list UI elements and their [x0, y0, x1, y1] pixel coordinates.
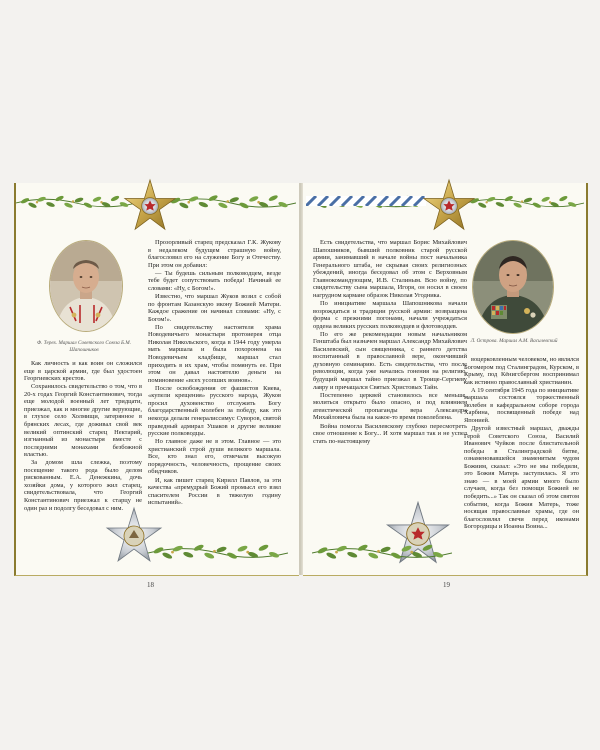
paragraph: А 19 сентября 1945 года по инициативе маршала состоялся торжественный молебен в кафедральном соборе города Харбина, посвященный победе над Японией. [464, 386, 579, 424]
paragraph: Прозорливый старец предсказал Г.К. Жукову в недалеком будущем страшную войну, благословил его на служение Богу и Отечеству. При этом он добавил: [148, 239, 281, 269]
laurel-garland-right-b [466, 190, 584, 216]
page-number-left: 18 [147, 581, 154, 589]
text-column-right-1 [313, 239, 467, 446]
order-of-victory-star-icon [122, 178, 178, 234]
ribbon-decoration [306, 196, 426, 206]
portrait-marshal-shaposhnikov [49, 240, 123, 332]
paragraph: И, как пишет старец Кирилл Павлов, за эти качества «премудрый Божий промысл его взял спасителем России в тяжелую годину испытаний». [148, 476, 281, 507]
text-column-left-2 [148, 239, 281, 507]
paragraph: После освобождения от фашистов Киева, «купели крещения» русского народа, Жуков просил духовенство отслужить Богу благодарственный молебен за победу, как это некогда делали генералиссимус Суворов, святой праведный адмирал Ушаков и другие великие русские полководцы. [148, 384, 281, 438]
text-column-left-1 [24, 360, 142, 513]
paragraph: По инициативе маршала Шапошникова начали возрождаться и традиции русской армии: возвращена форма с прежними погонами, начали учреждаться ордена великих русских полководцев и флотоводцев. [313, 299, 467, 330]
paragraph: За домом шла слежка, поэтому посещение такого рода было делом рискованным. Е.А. Денежкина, дочь хозяйки дома, у которого жил старец, свидетельствовала, что Георгий Константинович приезжал к старцу не один раз и подолгу беседовал с ним. [24, 459, 142, 512]
laurel-garland-left-bottom [148, 540, 288, 566]
paragraph: Но главное даже не в этом. Главное — это христианский строй души великого маршала. Все, кто знал его, отмечали высокую порядочность, человечность, прощение своих обидчиков. [148, 438, 281, 476]
page-number-right: 19 [443, 581, 450, 589]
paragraph: Как личность и как воин он сложился еще в царской армии, где был удостоен Георгиевских крестов. [24, 360, 142, 383]
laurel-garland-left-a [16, 190, 136, 216]
portrait-caption-left: Ф. Терех. Маршал Советского Союза Б.М. Шапошников [37, 340, 131, 353]
paragraph: воцерковленным человеком, но являлся Богомером под Сталинградом, Курском, в Крыму, под Кёнигсбергом воспринимал как истинно православный христианин. [464, 356, 579, 386]
portrait-caption-right: Л. Островa. Маршал А.М. Василевский [470, 338, 558, 344]
paragraph: По его же рекомендации новым начальником Генштаба был назначен маршал Александр Михайлович Василевский, сын священника, с раннего детства воспитанный в православной вере, окончивший духовную семинарию. Есть свидетельства, что после революции, когда уже начались гонения на религию, будущий маршал тайно приезжал в Троице-Сергиеву лавру и причащался Святых Христовых Тайн. [313, 330, 467, 391]
paragraph: Постепенно церквей становилось все меньше, молиться открыто было опасно, и под влиянием атеистической пропаганды вера Александра Михайловича была на какое-то время поколеблена. [313, 391, 467, 422]
paragraph: Есть свидетельства, что маршал Борис Михайлович Шапошников, бывший полковник старой русской армии, занимавший в начале войны пост начальника Генерального штаба, не скрывая своих религиозных убеждений, иногда беседовал об этом с Верховным Главнокомандующим, И.В. Сталиным. Всю войну, по свидетельству сына маршала, Игоря, он носил в своем нагрудном кармане образок Николая Угодника. [313, 239, 467, 299]
paragraph: По свидетельству настоятеля храма Новодевичьего монастыря протоиерея отца Николая Никольского, когда в 1944 году умерла мать маршала и была похоронена на Новодевичьем кладбище, маршал стал приходить в их храм, чтобы помянуть ее. При этом он давал настоятелю деньги на поминовение «всех усопших воинов». [148, 323, 281, 384]
laurel-garland-left-b [166, 190, 296, 216]
portrait-marshal-vasilevsky [472, 240, 554, 334]
order-of-victory-star-icon [421, 178, 477, 234]
paragraph: Война помогла Василевскому глубоко пересмотреть свое отношение к Богу... И хотя маршал так и не успел стать по-настоящему [313, 422, 467, 445]
text-column-right-2 [464, 356, 579, 531]
paragraph: Сохранилось свидетельство о том, что в 20-х годах Георгий Константинович, тогда еще молодой военный лет тридцати, приезжал, как и многие другие верующие, в глухое село Холмищи, затерянное в брянских лесах, где доживал свой век великий оптинский старец Нектарий, изгнанный из монастыря вместе с последними монахами безбожной властью. [24, 383, 142, 459]
paragraph: Другой известный маршал, дважды Герой Советского Союза, Василий Иванович Чуйков после блистательной победы в Сталинградской битве, ознаменовавшейся знаменитым чудом Божиим, сказал: «Это не мы победили, это Божия Матерь заступилась. Я это знаю — в моей армии много было случаев, когда без помощи Божией не победить...» Так он сказал об этом святом событии, когда Божия Матерь, тоже носящая православные храмы, где он благословлял свечи перед иконами Богородицы и Иоанна Воина... [464, 425, 579, 531]
paragraph: — Ты будешь сильным полководцем, везде тебе будет сопутствовать победа! Начинай ее словами: «Ну, с Богом!». [148, 269, 281, 292]
paragraph: Известно, что маршал Жуков возил с собой по фронтам Казанскую икону Божией Матери. Каждое сражение он начинал словами: «Ну, с Богом!». [148, 293, 281, 323]
laurel-garland-right-bottom [312, 540, 452, 566]
